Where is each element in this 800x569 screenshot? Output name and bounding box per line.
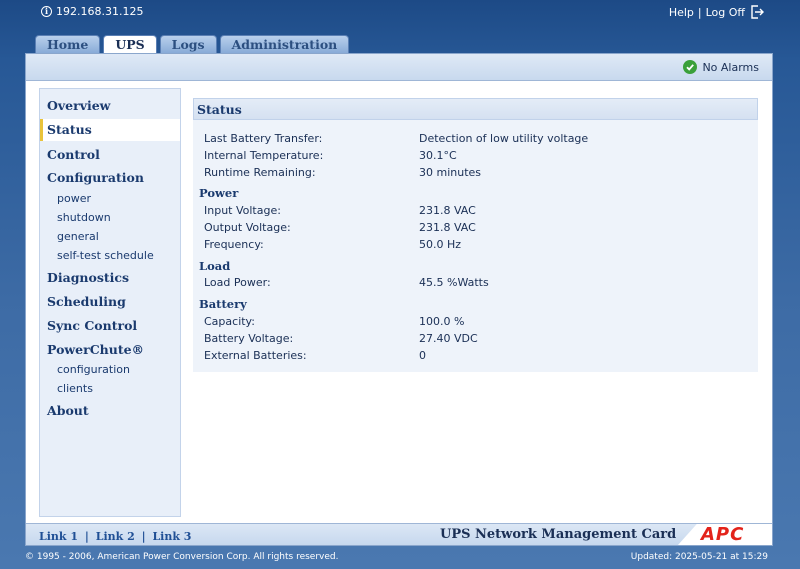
status-row-capacity — [204, 315, 744, 328]
status-value: 30.1°C — [419, 149, 457, 162]
sidebar-item-configuration[interactable]: Configuration — [47, 170, 144, 185]
status-row-internal-temperature — [204, 149, 744, 162]
status-label: External Batteries: — [204, 349, 307, 362]
sidebar-item-overview[interactable]: Overview — [47, 98, 111, 113]
status-value: 50.0 Hz — [419, 238, 462, 251]
status-panel — [193, 98, 758, 372]
status-label: Load Power: — [204, 276, 271, 289]
logoff-link[interactable]: Log Off — [705, 5, 745, 19]
tab-logs[interactable]: Logs — [160, 35, 217, 54]
product-name: UPS Network Management Card — [440, 527, 677, 542]
status-value: 27.40 VDC — [419, 332, 478, 345]
status-row-external-batteries — [204, 349, 744, 362]
sidebar-item-diagnostics[interactable]: Diagnostics — [47, 270, 130, 285]
sidebar-item-powerchute[interactable]: PowerChute® — [47, 342, 145, 357]
footer-link-2[interactable]: Link 2 — [95, 530, 135, 543]
status-label: Internal Temperature: — [204, 149, 324, 162]
alarm-bar — [26, 54, 772, 81]
load-group-title: Load — [199, 259, 231, 273]
status-value: Detection of low utility voltage — [419, 132, 589, 145]
status-value: 30 minutes — [419, 166, 482, 179]
status-row-runtime-remaining — [204, 166, 744, 179]
footer-links — [39, 530, 191, 543]
status-value: 0 — [419, 349, 426, 362]
tab-home[interactable]: Home — [35, 35, 100, 54]
ip-address-text: 192.168.31.125 — [56, 5, 144, 18]
top-links — [669, 5, 764, 19]
sidebar-item-self-test-schedule[interactable]: self-test schedule — [57, 249, 154, 262]
help-link[interactable]: Help — [668, 5, 694, 19]
sidebar-item-shutdown[interactable]: shutdown — [57, 211, 111, 224]
battery-group-title: Battery — [199, 297, 247, 311]
status-label: Battery Voltage: — [204, 332, 294, 345]
sidebar-item-sync-control[interactable]: Sync Control — [47, 318, 138, 333]
footer-bar — [26, 523, 772, 545]
copyright-text: © 1995 - 2006, American Power Conversion Corp. All rights reserved. — [25, 552, 339, 562]
alarm-status[interactable] — [683, 60, 759, 74]
updated-timestamp: Updated: 2025-05-21 at 15:29 — [630, 552, 768, 562]
sidebar-item-about[interactable]: About — [47, 403, 89, 418]
info-icon: i — [41, 6, 52, 17]
main-tabs — [35, 35, 352, 54]
footer-link-3[interactable]: Link 3 — [152, 530, 192, 543]
alarm-status-label: No Alarms — [702, 60, 759, 74]
tab-administration[interactable]: Administration — [220, 35, 350, 54]
sidebar-item-status[interactable]: Status — [40, 119, 180, 141]
status-title: Status — [193, 98, 758, 120]
status-label: Output Voltage: — [204, 221, 291, 234]
bottom-strip — [0, 549, 800, 569]
top-bar — [0, 0, 800, 26]
status-row-input-voltage — [204, 204, 744, 217]
status-row-output-voltage — [204, 221, 744, 234]
sidebar-item-scheduling[interactable]: Scheduling — [47, 294, 126, 309]
footer-link-separator: | — [141, 530, 146, 543]
power-group-title: Power — [199, 186, 239, 200]
sidebar-item-control[interactable]: Control — [47, 147, 100, 162]
sidebar-item-clients[interactable]: clients — [57, 382, 93, 395]
status-value: 100.0 % — [419, 315, 465, 328]
sidebar — [39, 88, 181, 517]
sidebar-item-general[interactable]: general — [57, 230, 99, 243]
footer-link-1[interactable]: Link 1 — [39, 530, 79, 543]
status-label: Last Battery Transfer: — [204, 132, 323, 145]
footer-link-separator: | — [84, 530, 89, 543]
check-icon — [683, 60, 697, 74]
apc-logo: APC — [701, 524, 745, 545]
status-row-frequency — [204, 238, 744, 251]
status-row-last-transfer — [204, 132, 744, 145]
status-label: Frequency: — [204, 238, 264, 251]
status-row-battery-voltage — [204, 332, 744, 345]
status-value: 45.5 %Watts — [419, 276, 489, 289]
status-label: Runtime Remaining: — [204, 166, 316, 179]
status-value: 231.8 VAC — [419, 204, 476, 217]
logoff-icon[interactable] — [750, 5, 764, 19]
sidebar-item-power[interactable]: power — [57, 192, 91, 205]
status-label: Capacity: — [204, 315, 255, 328]
main-frame — [25, 53, 773, 546]
status-value: 231.8 VAC — [419, 221, 476, 234]
tab-ups[interactable]: UPS — [103, 35, 156, 55]
status-row-load-power — [204, 276, 744, 289]
sidebar-item-powerchute-configuration[interactable]: configuration — [57, 363, 130, 376]
status-label: Input Voltage: — [204, 204, 281, 217]
ip-address — [41, 5, 143, 18]
top-links-separator: | — [697, 5, 702, 19]
